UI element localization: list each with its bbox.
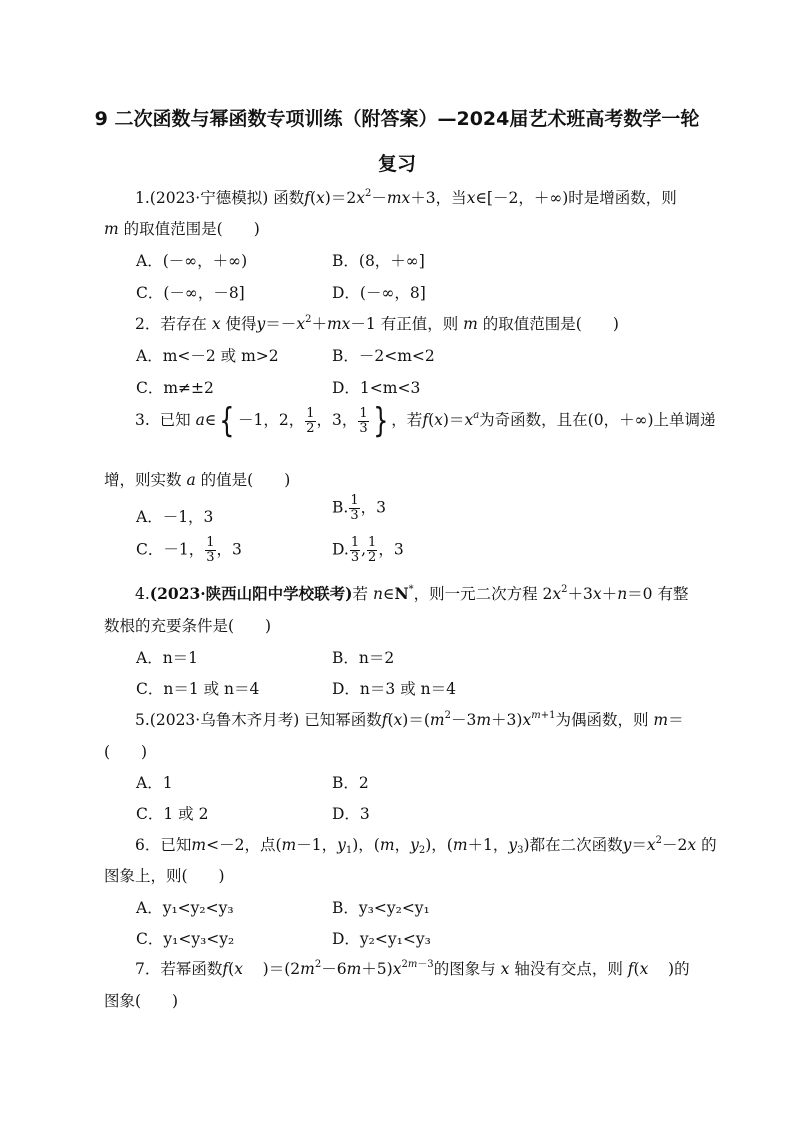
question-7: 7．若幂函数f(x )$=(2m^2-6m+5)x^{2m-3}$的图象与 x 轴没有交点，则 f(x )的 — [135, 959, 690, 978]
question-2: 2．若存在 x 使得$y=-x^2+mx-1$ 有正值，则 m 的取值范围是( ) — [135, 314, 619, 333]
q2-option-b: B．－2<m<2 — [332, 347, 435, 365]
q5-option-d: D．3 — [332, 805, 370, 823]
q1-option-a: A．(－∞，＋∞) — [136, 252, 248, 270]
q1-option-b: B．(8，＋∞] — [332, 252, 425, 270]
q3-option-d: D. $\frac{1}{3}$ , $\frac{1}{2}$ ，3 — [332, 535, 404, 565]
q1-option-c: C．(－∞，－8] — [136, 284, 245, 302]
q1-option-d: D．(－∞，8] — [332, 284, 426, 302]
question-1-cont: m 的取值范围是( ) — [104, 220, 260, 238]
q2-option-c: C．m≠±2 — [136, 379, 214, 397]
question-4: 4.(2023·陕西山阳中学校联考)若 n∈N*，则一元二次方程 $2x^2+3x+n=0$ 有整 — [135, 584, 689, 603]
q3-option-a: A．－1，3 — [136, 508, 214, 526]
question-3: 3. 已知 a∈{ －1，2， $\frac{1}{2}$ ，3， $\frac{1}{3}$ } ，若$f(x)=x^a$为奇函数，且在(0，＋∞)上单调递 — [135, 401, 716, 441]
q5-option-c: C．1 或 2 — [136, 805, 209, 823]
q2-option-a: A．m<－2 或 m>2 — [136, 347, 279, 365]
q4-option-a: A．n＝1 — [136, 649, 199, 667]
question-1: 1.(2023·宁德模拟) 函数$f(x)=2x^2-mx+3$，当x∈[－2，＋∞)时是增函数，则 — [135, 188, 677, 207]
q6-option-c: C．y₁<y₃<y₂ — [136, 930, 235, 948]
document-title-line2: 复习 — [377, 153, 416, 175]
q5-option-a: A．1 — [136, 774, 173, 792]
question-6: 6．已知m<－2，点(m－1，$y_1$)，(m，$y_2$)，(m＋1，$y_3$)都在二次函数$y=x^2-2x$ 的 — [135, 835, 717, 856]
q4-option-d: D．n＝3 或 n＝4 — [332, 680, 456, 698]
question-5-cont: ( ) — [104, 743, 148, 761]
question-3-cont: 增，则实数 a 的值是( ) — [104, 471, 291, 489]
q3-option-c: C．－1， $\frac{1}{3}$ ，3 — [136, 535, 242, 565]
q5-option-b: B．2 — [332, 774, 369, 792]
q6-option-b: B．y₃<y₂<y₁ — [332, 899, 430, 917]
document-title-line1: 9 二次函数与幂函数专项训练（附答案）—2024届艺术班高考数学一轮 — [94, 108, 700, 130]
q6-option-d: D．y₂<y₁<y₃ — [332, 930, 431, 948]
q6-option-a: A．y₁<y₂<y₃ — [136, 899, 234, 917]
question-5: 5.(2023·乌鲁木齐月考) 已知幂函数$f(x)=(m^2-3m+3)x^{m+1}$为偶函数，则 m＝ — [135, 710, 684, 729]
q4-option-b: B．n＝2 — [332, 649, 395, 667]
q3-option-b: B. $\frac{1}{3}$ ，3 — [332, 493, 386, 523]
question-7-cont: 图象( ) — [104, 992, 179, 1010]
question-4-cont: 数根的充要条件是( ) — [104, 617, 272, 635]
q4-option-c: C．n＝1 或 n＝4 — [136, 680, 260, 698]
q2-option-d: D．1<m<3 — [332, 379, 421, 397]
question-6-cont: 图象上，则( ) — [104, 867, 225, 885]
